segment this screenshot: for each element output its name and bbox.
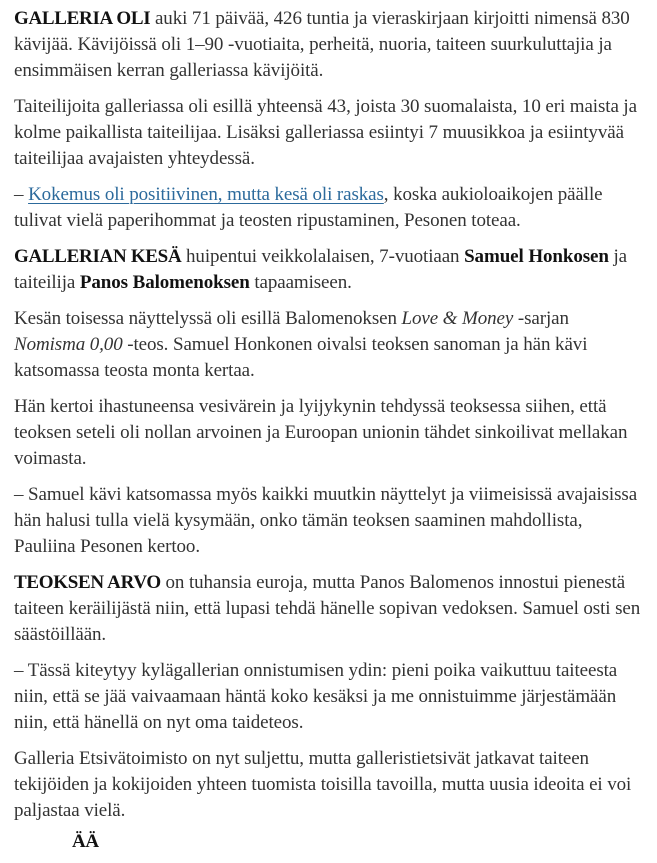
text-run: – Samuel kävi katsomassa myös kaikki muutkin näyttelyt ja viimeisissä avajaisissa hän halusi tulla vielä kysymään, onko tämän teoksen saaminen mahdollista, Pauliina Pesonen kertoo. (14, 484, 638, 557)
text-run: Taiteilijoita galleriassa oli esillä yhteensä 43, joista 30 suomalaista, 10 eri maista ja kolme paikallista taiteilijaa. Lisäksi galleriassa esiintyi 7 muusikkoa ja esiintyvää taiteilijaa avajaisten yhteydessä. (14, 96, 637, 169)
paragraph-exhibition (14, 306, 641, 384)
clipped-bold-text: ÄÄ (72, 831, 99, 852)
lead-in-text: TEOKSEN ARVO (14, 572, 161, 593)
paragraph-gallery-summer (14, 244, 641, 296)
paragraph-gallery-closed (14, 746, 641, 824)
artwork-series-title: Love & Money (401, 308, 514, 329)
quote-link[interactable]: Kokemus oli positiivinen, mutta kesä oli raskas (28, 184, 384, 205)
text-run: auki 71 päivää, 426 tuntia ja vieraskirjaan kirjoitti nimensä 830 kävijää. Kävijöissä oli 1–90 -vuotiaita, perheitä, nuoria, taiteen suurkuluttajia ja ensimmäisen kerran galleriassa kävijöitä. (14, 8, 630, 81)
text-run: Hän kertoi ihastuneensa vesivärein ja lyijykynin tehdyssä teoksessa siihen, että teoksen seteli oli nollan arvoinen ja Euroopan unionin tähdet sinkoilivat mellakan voimasta. (14, 396, 628, 469)
text-run: Kesän toisessa näyttelyssä oli esillä Balomenoksen (14, 308, 402, 329)
text-run: -sarjan (513, 308, 569, 329)
quote-dash: – (14, 184, 29, 205)
text-run: -teos. Samuel Honkonen oivalsi teoksen sanoman ja hän kävi katsomassa teosta monta kertaa. (14, 334, 588, 381)
text-run: – Tässä kiteytyy kylägallerian onnistumisen ydin: pieni poika vaikuttuu taiteesta niin, että se jää vaivaamaan häntä koko kesäksi ja me onnistuimme järjestämään niin, että hänellä on nyt oma taideteos. (14, 660, 618, 733)
text-run: huipentui veikkolalaisen, 7-vuotiaan (181, 246, 465, 267)
person-name: Samuel Honkosen (464, 246, 609, 267)
artwork-title: Nomisma 0,00 (14, 334, 123, 355)
paragraph-quote-success (14, 658, 641, 736)
text-run: tapaamiseen. (249, 272, 352, 293)
text-run: on tuhansia euroja, mutta Panos Balomenos innostui pienestä taiteen keräilijästä niin, että lupasi tehdä hänelle sopivan vedoksen. Samuel osti sen säästöillään. (14, 572, 641, 645)
text-run: ja taiteilija (14, 246, 627, 293)
paragraph-artists (14, 94, 641, 172)
paragraph-artwork-description (14, 394, 641, 472)
paragraph-artwork-value (14, 570, 641, 648)
text-run: , koska aukioloaikojen päälle tulivat vielä paperihommat ja teosten ripustaminen, Pesonen toteaa. (14, 184, 603, 231)
lead-in-text: GALLERIA OLI (14, 8, 151, 29)
paragraph-gallery-stats (14, 6, 641, 84)
clipped-paragraph (14, 829, 641, 855)
lead-in-text: GALLERIAN KESÄ (14, 246, 182, 267)
paragraph-quote-experience (14, 182, 641, 234)
person-name: Panos Balomenoksen (79, 272, 250, 293)
paragraph-quote-samuel (14, 482, 641, 560)
text-run: Galleria Etsivätoimisto on nyt suljettu, mutta galleristietsivät jatkavat taiteen tekijöiden ja kokijoiden yhteen tuomista toisilla tavoilla, mutta uusia ideoita ei voi paljastaa vielä. (14, 748, 632, 821)
